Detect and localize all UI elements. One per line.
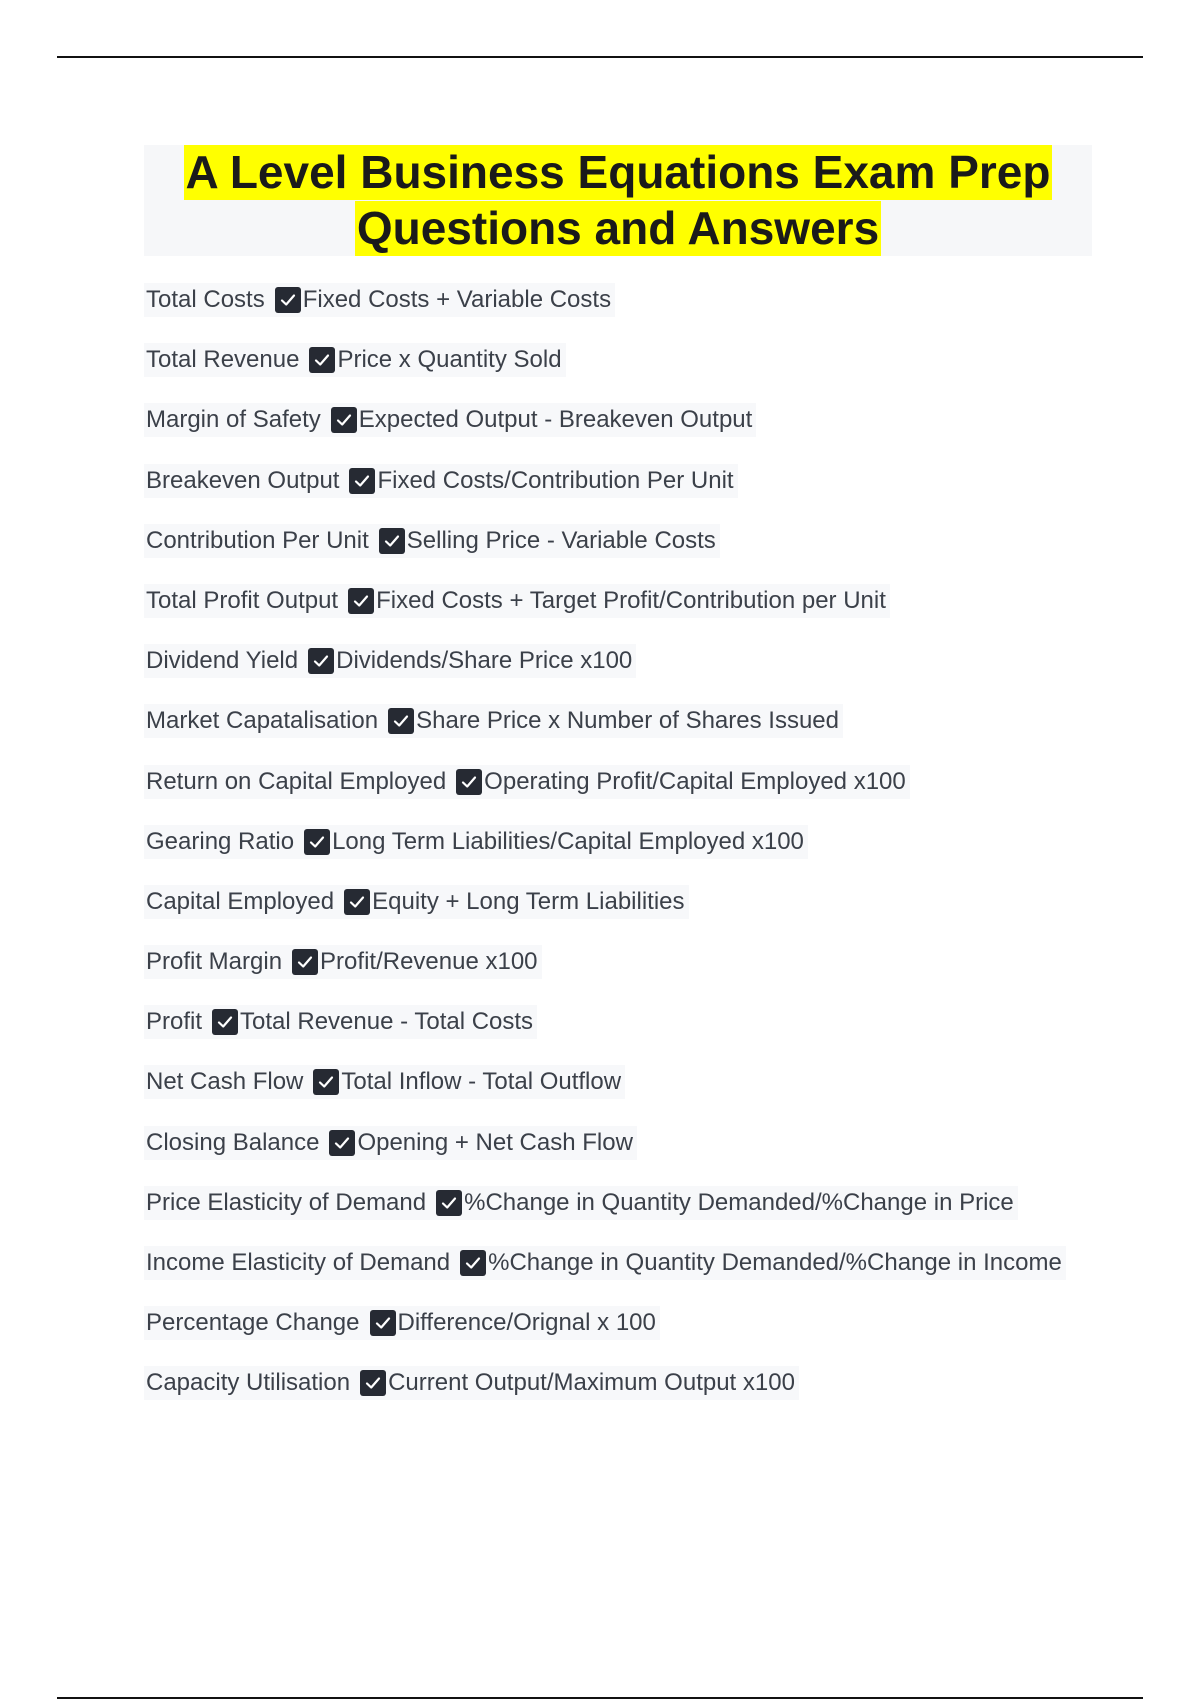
qa-item [144,885,1104,945]
qa-answer: Total Revenue - Total Costs [240,1008,534,1036]
qa-item-content [144,1366,799,1400]
qa-answer: %Change in Quantity Demanded/%Change in Price [464,1188,1014,1216]
qa-item-content [144,524,720,558]
qa-answer: Expected Output - Breakeven Output [358,406,753,434]
qa-item-content [144,403,756,437]
check-box-icon [313,1069,339,1095]
qa-answer: Difference/Orignal x 100 [397,1309,656,1337]
qa-item [144,1366,1104,1426]
qa-answer: Fixed Costs + Target Profit/Contribution per Unit [376,586,886,614]
bottom-rule [57,1697,1143,1699]
qa-answer: Selling Price - Variable Costs [406,526,716,554]
qa-term: Net Cash Flow [146,1068,304,1096]
qa-answer: Long Term Liabilities/Capital Employed x100 [332,827,804,855]
check-box-icon [349,468,375,494]
check-box-icon [436,1190,462,1216]
title-block [144,145,1092,256]
qa-term: Income Elasticity of Demand [146,1249,451,1276]
qa-item [144,945,1104,1005]
qa-item-content [144,945,542,979]
check-box-icon [344,889,370,915]
check-box-icon [456,769,482,795]
qa-answer: Total Inflow - Total Outflow [341,1068,622,1096]
qa-term: Dividend Yield [146,647,299,675]
qa-item-content [144,885,689,919]
qa-term: Capacity Utilisation [146,1369,351,1397]
qa-item-content [144,825,808,859]
qa-item [144,825,1104,885]
qa-item [144,403,1104,463]
qa-answer: Opening + Net Cash Flow [357,1128,633,1156]
qa-term: Capital Employed [146,887,335,915]
qa-item [144,1065,1104,1125]
qa-answer: Share Price x Number of Shares Issued [416,707,839,735]
qa-answer: Operating Profit/Capital Employed x100 [484,767,906,795]
qa-term: Price Elasticity of Demand [146,1188,427,1216]
check-box-icon [331,407,357,433]
check-box-icon [348,588,374,614]
qa-term: Margin of Safety [146,406,321,434]
qa-item [144,464,1104,524]
qa-term: Gearing Ratio [146,827,295,855]
qa-term: Total Revenue [146,346,300,374]
check-box-icon [309,347,335,373]
qa-answer: %Change in Quantity Demanded/%Change in Income [488,1249,1062,1276]
qa-item-content [144,704,843,738]
qa-item-content [144,584,890,618]
qa-item [144,343,1104,403]
check-box-icon [360,1370,386,1396]
qa-item [144,765,1104,825]
check-box-icon [370,1310,396,1336]
qa-term: Return on Capital Employed [146,767,447,795]
qa-answer: Equity + Long Term Liabilities [372,887,685,915]
qa-answer: Fixed Costs/Contribution Per Unit [377,466,734,494]
qa-term: Profit Margin [146,948,283,976]
page-title-line-2: Questions and Answers [356,202,880,254]
check-box-icon [292,949,318,975]
qa-item [144,1186,1104,1246]
qa-item-content [144,1186,1018,1220]
qa-term: Percentage Change [146,1309,360,1337]
qa-term: Breakeven Output [146,466,340,494]
check-box-icon [329,1130,355,1156]
qa-item-content [144,283,615,317]
qa-term: Total Profit Output [146,586,339,614]
qa-item-content [144,1246,1066,1280]
qa-item [144,1246,1104,1306]
qa-item-content [144,1126,637,1160]
qa-answer: Price x Quantity Sold [337,346,562,374]
qa-item [144,524,1104,584]
qa-item [144,1306,1104,1366]
page-title-line-1: A Level Business Equations Exam Prep [185,146,1051,198]
check-box-icon [275,287,301,313]
qa-item [144,283,1104,343]
check-box-icon [304,829,330,855]
qa-item [144,644,1104,704]
qa-answer: Profit/Revenue x100 [320,948,538,976]
qa-item [144,1126,1104,1186]
qa-item-content [144,1065,625,1099]
qa-answer: Dividends/Share Price x100 [336,647,633,675]
qa-term: Market Capatalisation [146,707,379,735]
qa-term: Profit [146,1008,203,1036]
qa-item-content [144,343,566,377]
qa-item-content [144,1005,537,1039]
check-box-icon [388,708,414,734]
qa-item-content [144,464,738,498]
qa-item-content [144,1306,660,1340]
qa-list [144,283,1104,1427]
qa-item [144,704,1104,764]
qa-term: Contribution Per Unit [146,526,369,554]
qa-term: Closing Balance [146,1128,320,1156]
check-box-icon [308,648,334,674]
qa-item-content [144,765,910,799]
qa-item [144,584,1104,644]
qa-answer: Current Output/Maximum Output x100 [388,1369,795,1397]
check-box-icon [379,528,405,554]
qa-term: Total Costs [146,286,265,313]
qa-answer: Fixed Costs + Variable Costs [302,286,612,313]
check-box-icon [212,1009,238,1035]
top-rule [57,56,1143,58]
qa-item-content [144,644,636,678]
qa-item [144,1005,1104,1065]
check-box-icon [460,1250,486,1276]
